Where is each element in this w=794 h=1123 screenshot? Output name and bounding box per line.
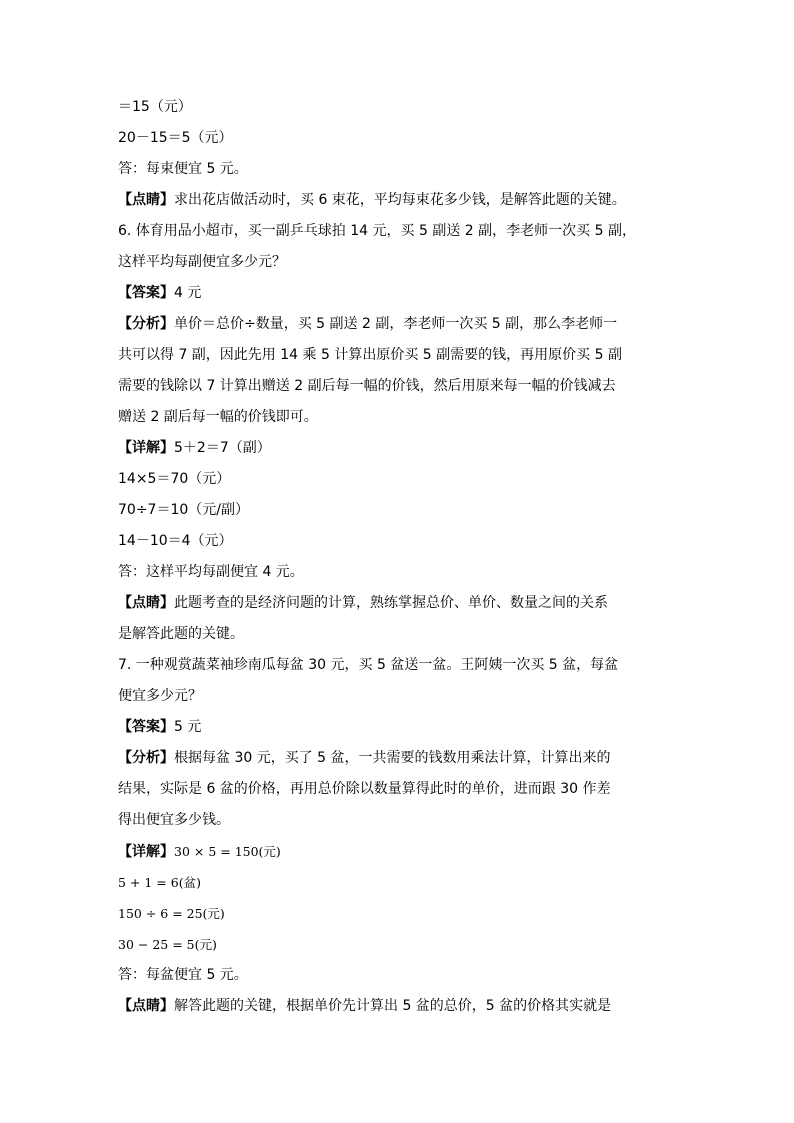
text-line: [118, 650, 678, 681]
line-text: 是解答此题的关键。: [118, 626, 244, 642]
line-text: 5＋2＝7（副）: [174, 440, 271, 456]
line-text: 答：这样平均每副便宜 4 元。: [118, 564, 304, 580]
section-tag: 【答案】: [118, 719, 174, 735]
line-text: ＝15（元）: [118, 99, 192, 115]
text-line: [118, 123, 678, 154]
text-line: [118, 247, 678, 278]
math-expression: 5 + 1 = 6(盆): [118, 875, 201, 890]
section-tag: 【点睛】: [118, 192, 174, 208]
section-tag: 【详解】: [118, 440, 174, 456]
text-line: [118, 681, 678, 712]
line-text: 得出便宜多少钱。: [118, 812, 230, 828]
text-line: [118, 867, 678, 898]
text-line: [118, 216, 678, 247]
line-text: 14×5＝70（元）: [118, 471, 231, 487]
line-text: 5 元: [174, 719, 202, 735]
section-tag: 【分析】: [118, 750, 174, 766]
text-line: [118, 557, 678, 588]
math-expression: 30 − 25 = 5(元): [118, 937, 217, 952]
text-line: [118, 185, 678, 216]
line-text: 答：每束便宜 5 元。: [118, 161, 248, 177]
text-line: [118, 340, 678, 371]
text-line: [118, 836, 678, 867]
line-text: 便宜多少元？: [118, 688, 202, 704]
math-expression: 30 × 5 = 150(元): [174, 844, 281, 859]
document-content: [118, 92, 678, 1022]
section-tag: 【点睛】: [118, 998, 174, 1014]
section-tag: 【详解】: [118, 844, 174, 860]
text-line: [118, 774, 678, 805]
text-line: [118, 619, 678, 650]
text-line: [118, 588, 678, 619]
line-text: 根据每盆 30 元，买了 5 盆，一共需要的钱数用乘法计算，计算出来的: [174, 750, 611, 766]
line-text: 结果，实际是 6 盆的价格，再用总价除以数量算得此时的单价，进而跟 30 作差: [118, 781, 611, 797]
text-line: [118, 464, 678, 495]
line-text: 共可以得 7 副，因此先用 14 乘 5 计算出原价买 5 副需要的钱，再用原价买 5 副: [118, 347, 622, 363]
line-text: 此题考查的是经济问题的计算，熟练掌握总价、单价、数量之间的关系: [174, 595, 608, 611]
text-line: [118, 154, 678, 185]
line-text: 4 元: [174, 285, 202, 301]
text-line: [118, 309, 678, 340]
text-line: [118, 712, 678, 743]
text-line: [118, 743, 678, 774]
line-text: 解答此题的关键，根据单价先计算出 5 盆的总价，5 盆的价格其实就是: [174, 998, 612, 1014]
line-text: 单价＝总价÷数量，买 5 副送 2 副，李老师一次买 5 副，那么李老师一: [174, 316, 618, 332]
line-text: 求出花店做活动时，买 6 束花，平均每束花多少钱，是解答此题的关键。: [174, 192, 626, 208]
text-line: [118, 929, 678, 960]
line-text: 答：每盆便宜 5 元。: [118, 967, 248, 983]
section-tag: 【分析】: [118, 316, 174, 332]
line-text: 7. 一种观赏蔬菜袖珍南瓜每盆 30 元，买 5 盆送一盆。王阿姨一次买 5 盆，每盆: [118, 657, 619, 673]
text-line: [118, 898, 678, 929]
text-line: [118, 278, 678, 309]
text-line: [118, 495, 678, 526]
text-line: [118, 402, 678, 433]
text-line: [118, 526, 678, 557]
section-tag: 【答案】: [118, 285, 174, 301]
line-text: 14－10＝4（元）: [118, 533, 233, 549]
math-expression: 150 ÷ 6 = 25(元): [118, 906, 225, 921]
line-text: 20－15＝5（元）: [118, 130, 233, 146]
line-text: 赠送 2 副后每一幅的价钱即可。: [118, 409, 318, 425]
section-tag: 【点睛】: [118, 595, 174, 611]
line-text: 70÷7＝10（元/副）: [118, 502, 249, 518]
text-line: [118, 433, 678, 464]
text-line: [118, 92, 678, 123]
line-text: 6. 体育用品小超市，买一副乒乓球拍 14 元，买 5 副送 2 副，李老师一次买 5 副，: [118, 223, 636, 239]
line-text: 需要的钱除以 7 计算出赠送 2 副后每一幅的价钱，然后用原来每一幅的价钱减去: [118, 378, 616, 394]
text-line: [118, 805, 678, 836]
text-line: [118, 991, 678, 1022]
line-text: 这样平均每副便宜多少元？: [118, 254, 286, 270]
text-line: [118, 371, 678, 402]
text-line: [118, 960, 678, 991]
